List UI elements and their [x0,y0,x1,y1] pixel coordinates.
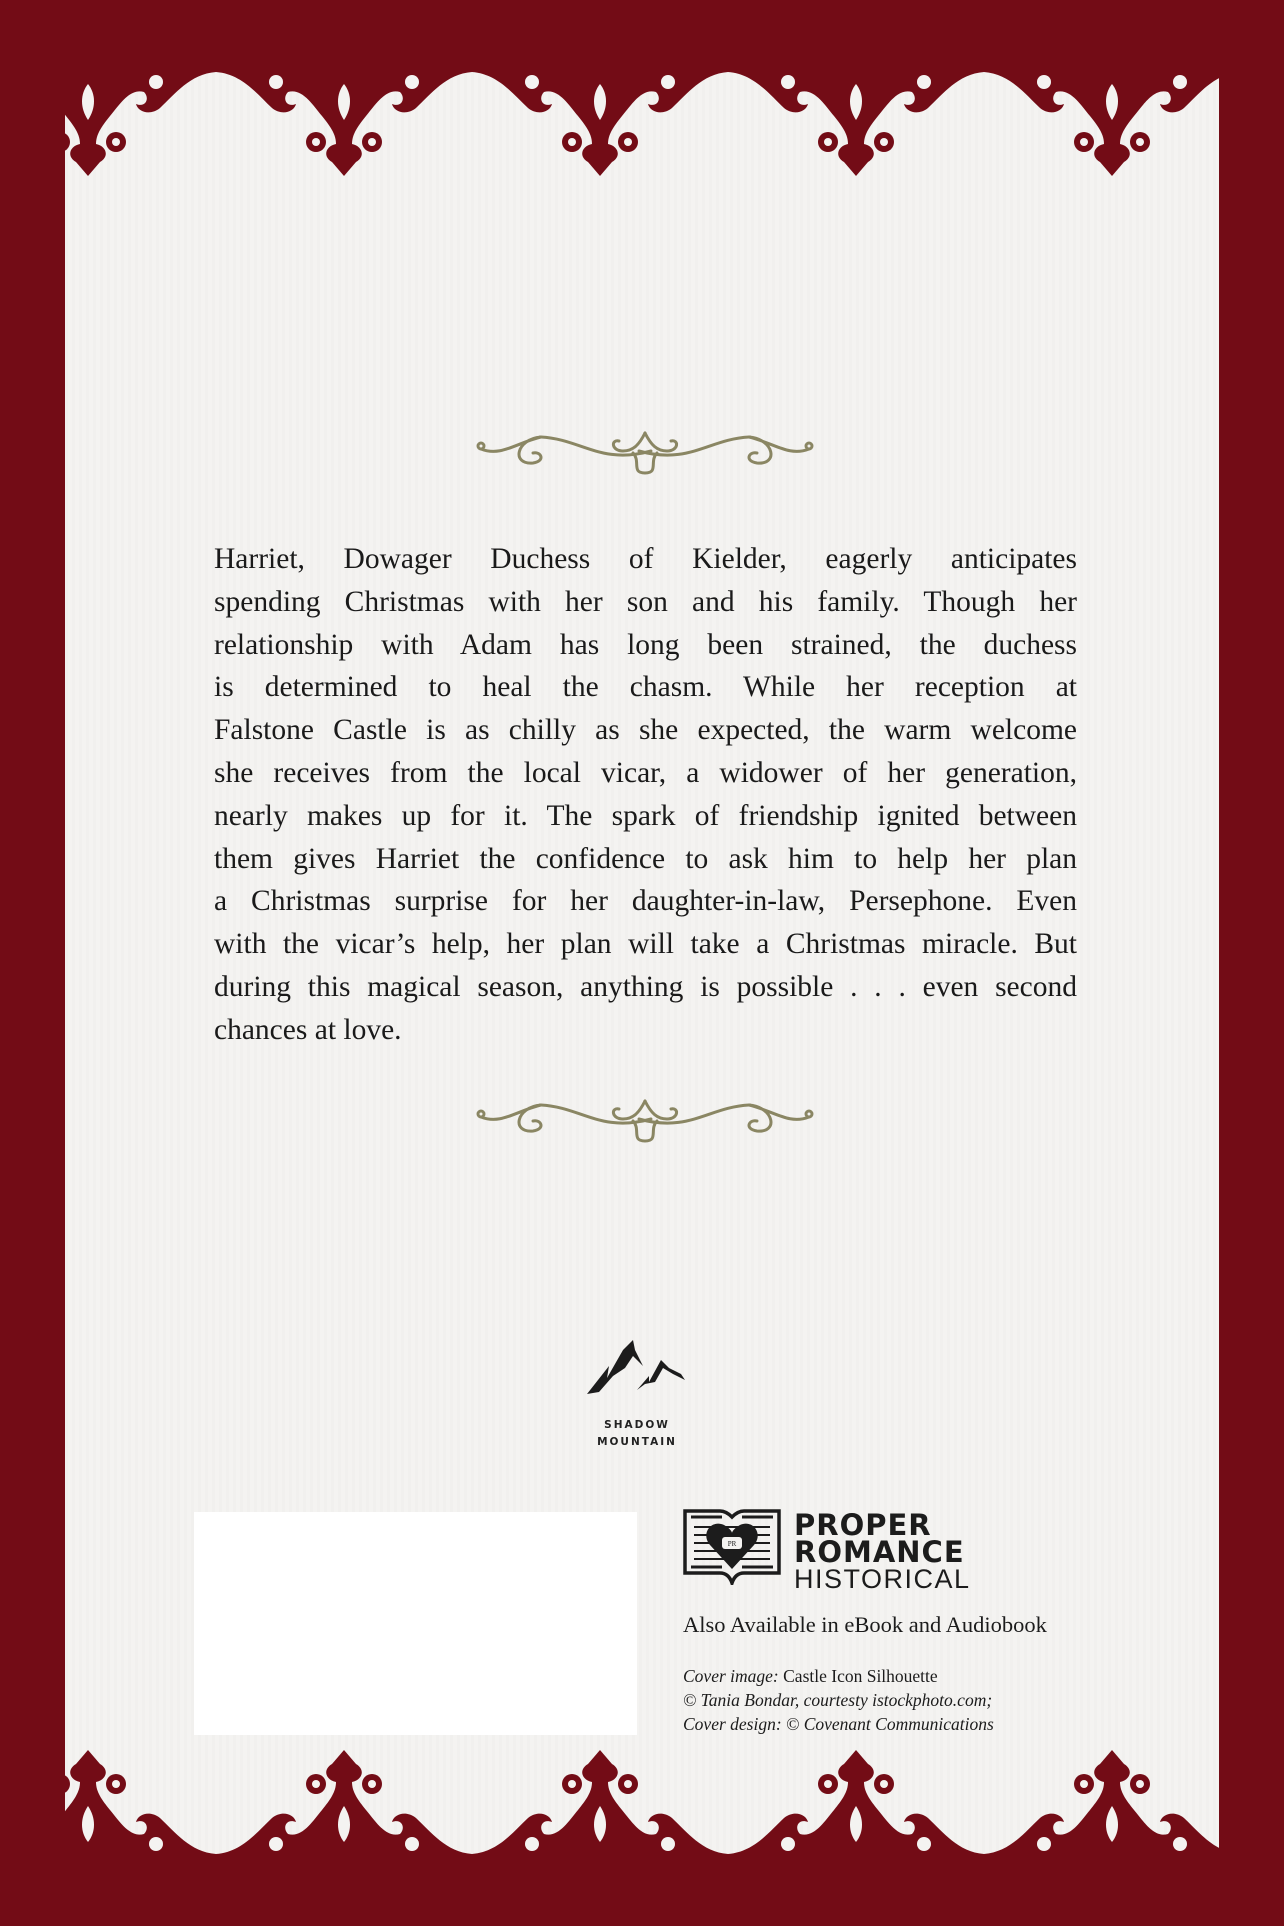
book-description [214,538,1077,1052]
description-line: them gives Harriet the confidence to ask him to help her plan [214,842,1077,875]
pr-badge-text: PR [727,1540,737,1548]
description-line: chances at love. [214,1013,402,1046]
top-scroll-divider [471,425,819,475]
description-line: relationship with Adam has long been strained, the duchess [214,628,1077,661]
cover-image-label: Cover image: [683,1666,779,1686]
description-line: is determined to heal the chasm. While her reception at [214,671,1077,704]
imprint-line2: ROMANCE [794,1535,965,1569]
description-line: Harriet, Dowager Duchess of Kielder, eagerly anticipates [214,543,1077,575]
cover-credits [683,1664,994,1736]
description-line: with the vicar’s help, her plan will take a Christmas miracle. But [214,928,1077,961]
description-line: nearly makes up for it. The spark of friendship ignited between [214,799,1077,832]
bottom-scroll-divider [471,1093,819,1143]
imprint-line3: HISTORICAL [794,1564,971,1594]
description-line: she receives from the local vicar, a widower of her generation, [214,756,1077,789]
description-line: spending Christmas with her son and his family. Though her [214,585,1077,618]
cover-image-value: Castle Icon Silhouette [778,1666,938,1686]
mountain-icon [585,1338,689,1398]
publisher-name-line1: SHADOW [604,1419,670,1431]
book-heart-icon [682,1505,782,1585]
publisher-name-line2: MOUNTAIN [597,1436,677,1448]
bottom-filigree-border [65,1747,1219,1862]
design-credit: Cover design: © Covenant Communications [683,1714,994,1734]
photo-credit: © Tania Bondar, courtesty istockphoto.com; [683,1690,993,1710]
description-line: Falstone Castle is as chilly as she expected, the warm welcome [214,714,1077,747]
description-line: a Christmas surprise for her daughter-in-law, Persephone. Even [214,885,1077,918]
description-line: during this magical season, anything is possible . . . even second [214,970,1077,1003]
barcode-area [194,1512,637,1735]
top-filigree-border [65,64,1219,179]
proper-romance-historical-logo [682,1505,971,1593]
availability-note: Also Available in eBook and Audiobook [683,1612,1047,1637]
imprint-line1: PROPER [794,1508,932,1542]
shadow-mountain-logo [585,1338,689,1451]
